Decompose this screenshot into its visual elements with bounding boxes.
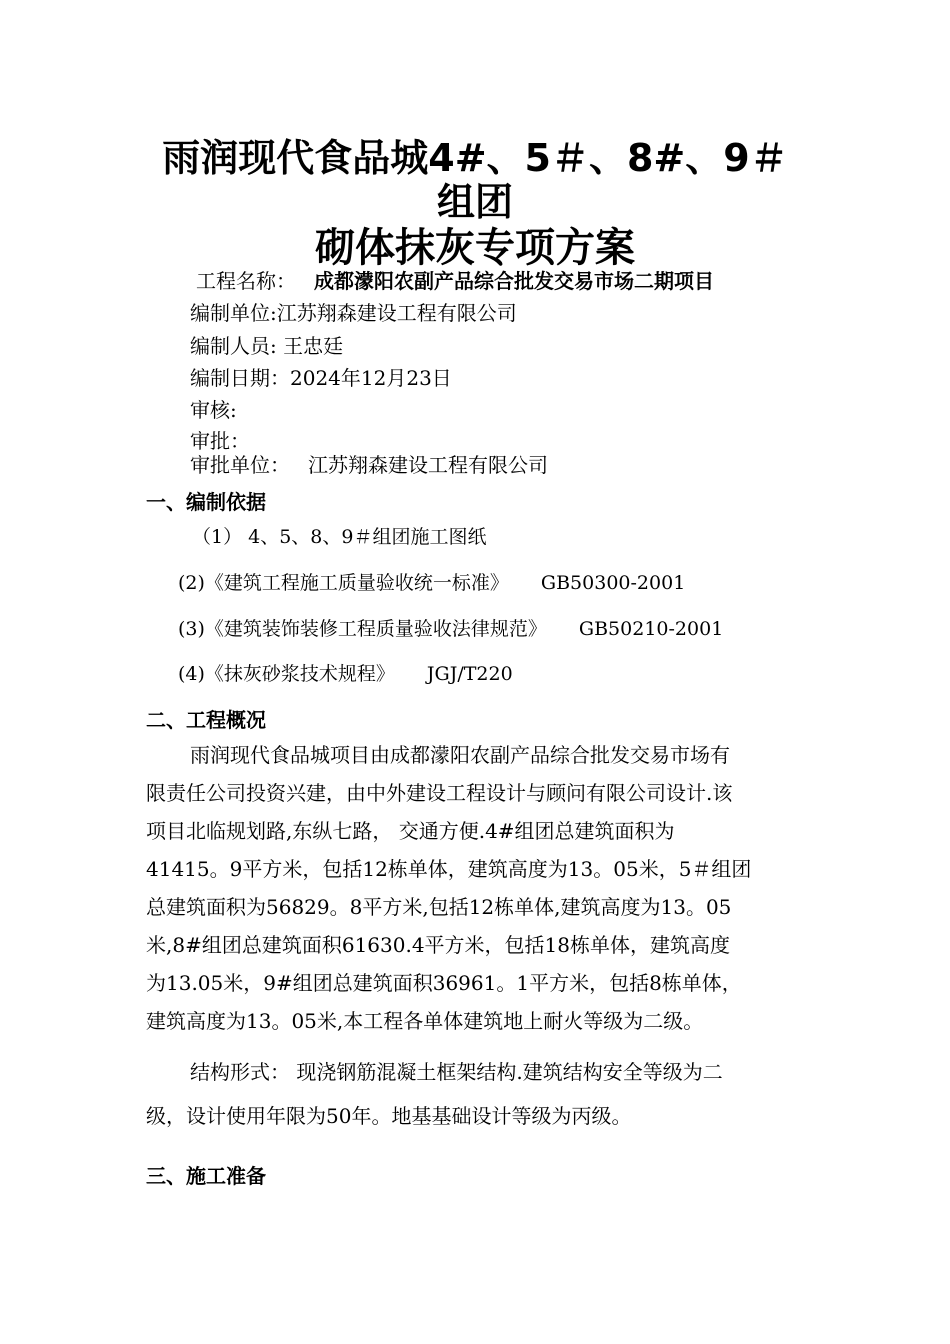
structure-paragraph <box>146 1050 806 1138</box>
paragraph-line: 米,8#组团总建筑面积61630.4平方米，包括18栋单体，建筑高度 <box>146 933 730 957</box>
overview-paragraph <box>146 736 806 1040</box>
paragraph-line: 雨润现代食品城项目由成都濛阳农副产品综合批发交易市场有 <box>190 743 730 767</box>
paragraph-line: 级，设计使用年限为50年。地基基础设计等级为丙级。 <box>146 1104 632 1128</box>
section-2-heading: 二、工程概况 <box>146 708 266 732</box>
reference-item-1 <box>192 524 486 550</box>
reference-item-3 <box>178 616 723 642</box>
paragraph-line: 建筑高度为13。05米,本工程各单体建筑地上耐火等级为二级。 <box>146 1009 704 1033</box>
reference-code: JGJ/T220 <box>426 663 513 685</box>
approve-field: 审批： <box>190 429 250 453</box>
reference-item-2 <box>178 570 685 596</box>
reference-code: GB50210-2001 <box>578 618 724 640</box>
compile-unit: 编制单位:江苏翔森建设工程有限公司 <box>190 301 517 325</box>
document-title-line-3: 砌体抹灰专项方案 <box>315 225 635 271</box>
reference-item-4 <box>178 661 513 687</box>
reference-title: (2)《建筑工程施工质量验收统一标准》 <box>178 572 509 594</box>
approve-unit-label: 审批单位： <box>190 453 290 477</box>
paragraph-line: 项目北临规划路,东纵七路， 交通方便.4#组团总建筑面积为 <box>146 819 675 843</box>
project-name-value: 成都濛阳农副产品综合批发交易市场二期项目 <box>314 269 714 293</box>
reference-code: GB50300-2001 <box>540 572 686 594</box>
review-field: 审核: <box>190 398 237 422</box>
document-title-line-1: 雨润现代食品城4#、5＃、8#、9＃ <box>162 136 788 180</box>
approve-unit-value: 江苏翔森建设工程有限公司 <box>308 453 548 477</box>
paragraph-line: 结构形式： 现浇钢筋混凝土框架结构.建筑结构安全等级为二 <box>190 1060 723 1084</box>
section-3-heading: 三、施工准备 <box>146 1164 266 1188</box>
paragraph-line: 限责任公司投资兴建，由中外建设工程设计与顾问有限公司设计.该 <box>146 781 733 805</box>
paragraph-line: 为13.05米，9#组团总建筑面积36961。1平方米，包括8栋单体， <box>146 971 742 995</box>
compile-date: 编制日期：2024年12月23日 <box>190 366 452 390</box>
reference-title: （1） 4、5、8、9＃组团施工图纸 <box>192 526 487 548</box>
section-1-heading: 一、编制依据 <box>146 490 266 514</box>
paragraph-line: 总建筑面积为56829。8平方米,包括12栋单体,建筑高度为13。05 <box>146 895 732 919</box>
reference-title: (3)《建筑装饰装修工程质量验收法律规范》 <box>178 618 547 640</box>
project-name-row <box>196 268 714 294</box>
document-title-line-2: 组团 <box>436 180 513 224</box>
compile-person: 编制人员: 王忠廷 <box>190 334 344 358</box>
approve-unit-row <box>190 452 548 478</box>
paragraph-line: 41415。9平方米，包括12栋单体，建筑高度为13。05米，5＃组团 <box>146 857 752 881</box>
reference-title: (4)《抹灰砂浆技术规程》 <box>178 663 395 685</box>
project-name-label: 工程名称： <box>196 269 296 293</box>
